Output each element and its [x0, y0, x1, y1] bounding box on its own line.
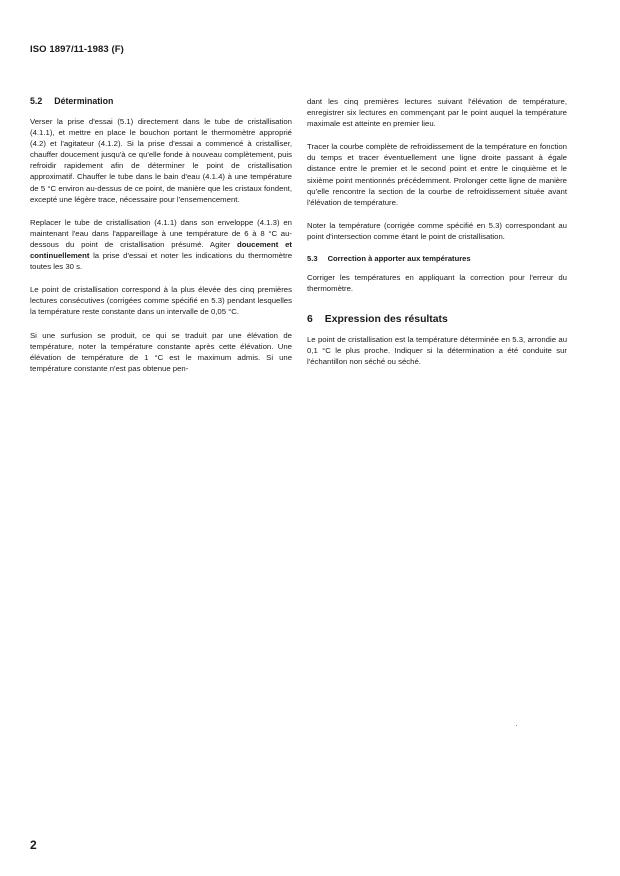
section-5-2-heading: [30, 96, 292, 106]
left-column: [30, 96, 292, 386]
replace-tube-text: Replacer le tube de cristallisation (4.1.1) dans son enveloppe (4.1.3) en maintenant l'eau dans l'appareillage à une température de 6 à 8 °C au-dessous du point de cristallisation présumé.: [30, 217, 292, 249]
paragraph-cooling-curve: Tracer la courbe complète de refroidissement de la température en fonction du temps et tracer éventuellement une ligne droite passant à égale distance entre le premier et le second point et entre le cinquième et le sixième point mentionnés précédemment. Prolonger cette ligne de manière qu'elle rencontre la section de la courbe de refroidissement située avant l'élévation de température.: [307, 142, 567, 207]
paragraph-continuation: dant les cinq premières lectures suivant l'élévation de température, enregistrer six lectures en commençant par le point auquel la température maximale est atteinte en premier lieu.: [307, 97, 567, 129]
section-5-2-title: Détermination: [54, 96, 114, 106]
section-5-3-title: Correction à apporter aux températures: [327, 254, 471, 264]
section-6-heading: [307, 314, 567, 325]
page-number: 2: [30, 838, 37, 852]
paragraph-correction: Corriger les températures en appliquant la correction pour l'erreur du thermomètre.: [307, 273, 567, 294]
right-column: [307, 96, 567, 380]
paragraph-replace-tube: [30, 217, 292, 272]
scan-speck: [516, 725, 517, 726]
agitate-emphasis: doucement et continuellement: [30, 239, 292, 261]
paragraph-results: Le point de cristallisation est la température déterminée en 5.3, arrondie au 0,1 °C le plus proche. Indiquer si la détermination a été conduite sur l'échantillon non séché ou séché.: [307, 335, 567, 367]
paragraph-procedure: Verser la prise d'essai (5.1) directement dans le tube de cristallisation (4.1.1), et mettre en place le bouchon portant le thermomètre approprié (4.2) et l'agitateur (4.1.2). Si la prise d'essai a commencé à cristalliser, chauffer doucement jusqu'à ce qu'elle fonde à nouveau complètement, puis refroidir rapidement afin de déterminer le point de cristallisation approximatif. Chauffer le tube dans le bain d'eau (4.1.4) à une température de 5 °C environ au-dessus de ce point, de manière que les cristaux fondent, excepté une légère trace, nécessaire pour l'ensemencement.: [30, 117, 292, 204]
section-6-number: 6: [307, 314, 313, 326]
section-5-3-heading: [307, 254, 567, 263]
paragraph-crystallisation-point: Le point de cristallisation correspond à la plus élevée des cinq premières lectures consécutives (corrigées comme spécifié en 5.3) pendant lesquelles la température reste constante dans un intervalle de 0,05 °C.: [30, 285, 292, 317]
agitate-after: la prise d'essai et noter les indications du thermomètre toutes les 30 s.: [30, 251, 292, 272]
section-5-2-number: 5.2: [30, 96, 43, 106]
section-6-title: Expression des résultats: [324, 314, 448, 326]
paragraph-intersection: Noter la température (corrigée comme spécifié en 5.3) correspondant au point d'intersection comme étant le point de cristallisation.: [307, 220, 567, 241]
document-header: ISO 1897/11-1983 (F): [30, 44, 124, 55]
paragraph-surfusion: Si une surfusion se produit, ce qui se traduit par une élévation de température, noter la température constante après cette élévation. Une élévation de température de 1 °C est le maximum admis. Si une température constante n'est pas obtenue pen-: [30, 330, 292, 373]
agitate-before: Agiter: [209, 239, 231, 249]
section-5-3-number: 5.3: [307, 254, 318, 264]
